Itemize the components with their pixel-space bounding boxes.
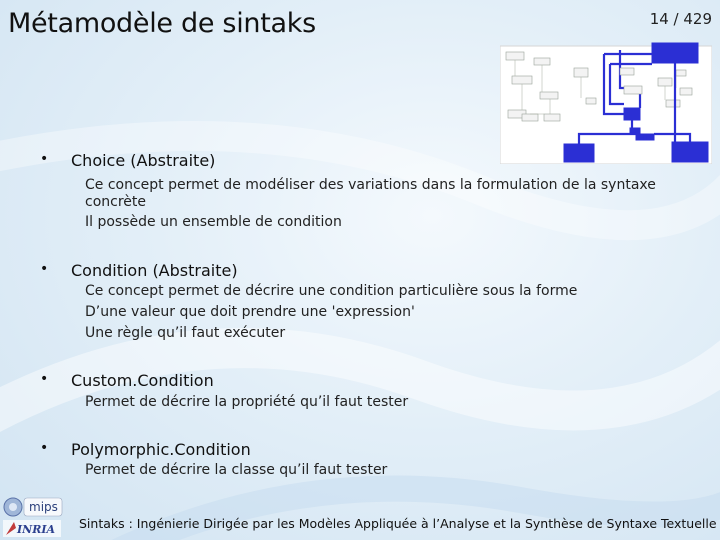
description-line: Permet de décrire la classe qu’il faut tester (85, 462, 388, 478)
slide-title: Métamodèle de sintaks (8, 8, 316, 39)
bullet-choice-description (85, 177, 656, 231)
description-line: Une règle qu’il faut exécuter (85, 325, 286, 341)
bullet-condition-description (85, 283, 577, 342)
bullet-heading: Custom.Condition (71, 371, 214, 390)
bullet-dot: • (40, 261, 49, 277)
logo-inria-text: INRIA (17, 523, 56, 536)
slide-footer: Sintaks : Ingénierie Dirigée par les Modèles Appliquée à l’Analyse et la Synthèse de Syntaxe Textuelle (79, 516, 717, 531)
bullet-dot: • (40, 371, 49, 387)
bullet-dot: • (40, 151, 49, 167)
description-line: Il possède un ensemble de condition (85, 214, 342, 230)
page-number: 14 / 429 (649, 10, 712, 28)
description-line: D’une valeur que doit prendre une 'expression' (85, 304, 415, 320)
bullet-dot: • (40, 440, 49, 456)
logo-mips-text: mips (29, 500, 58, 514)
bullet-custom-condition-description (85, 394, 408, 411)
bullet-heading: Polymorphic.Condition (71, 440, 251, 459)
bullet-heading: Choice (Abstraite) (71, 151, 216, 170)
description-line: Permet de décrire la propriété qu’il faut tester (85, 394, 409, 410)
description-line: Ce concept permet de décrire une condition particulière sous la forme (85, 283, 578, 299)
metamodel-diagram (500, 42, 712, 164)
bullet-polymorphic-condition-description (85, 462, 387, 479)
bullet-heading: Condition (Abstraite) (71, 261, 238, 280)
mips-inria-logo (2, 495, 64, 539)
description-line: concrète (85, 194, 146, 210)
description-line: Ce concept permet de modéliser des variations dans la formulation de la syntaxe (85, 177, 656, 193)
